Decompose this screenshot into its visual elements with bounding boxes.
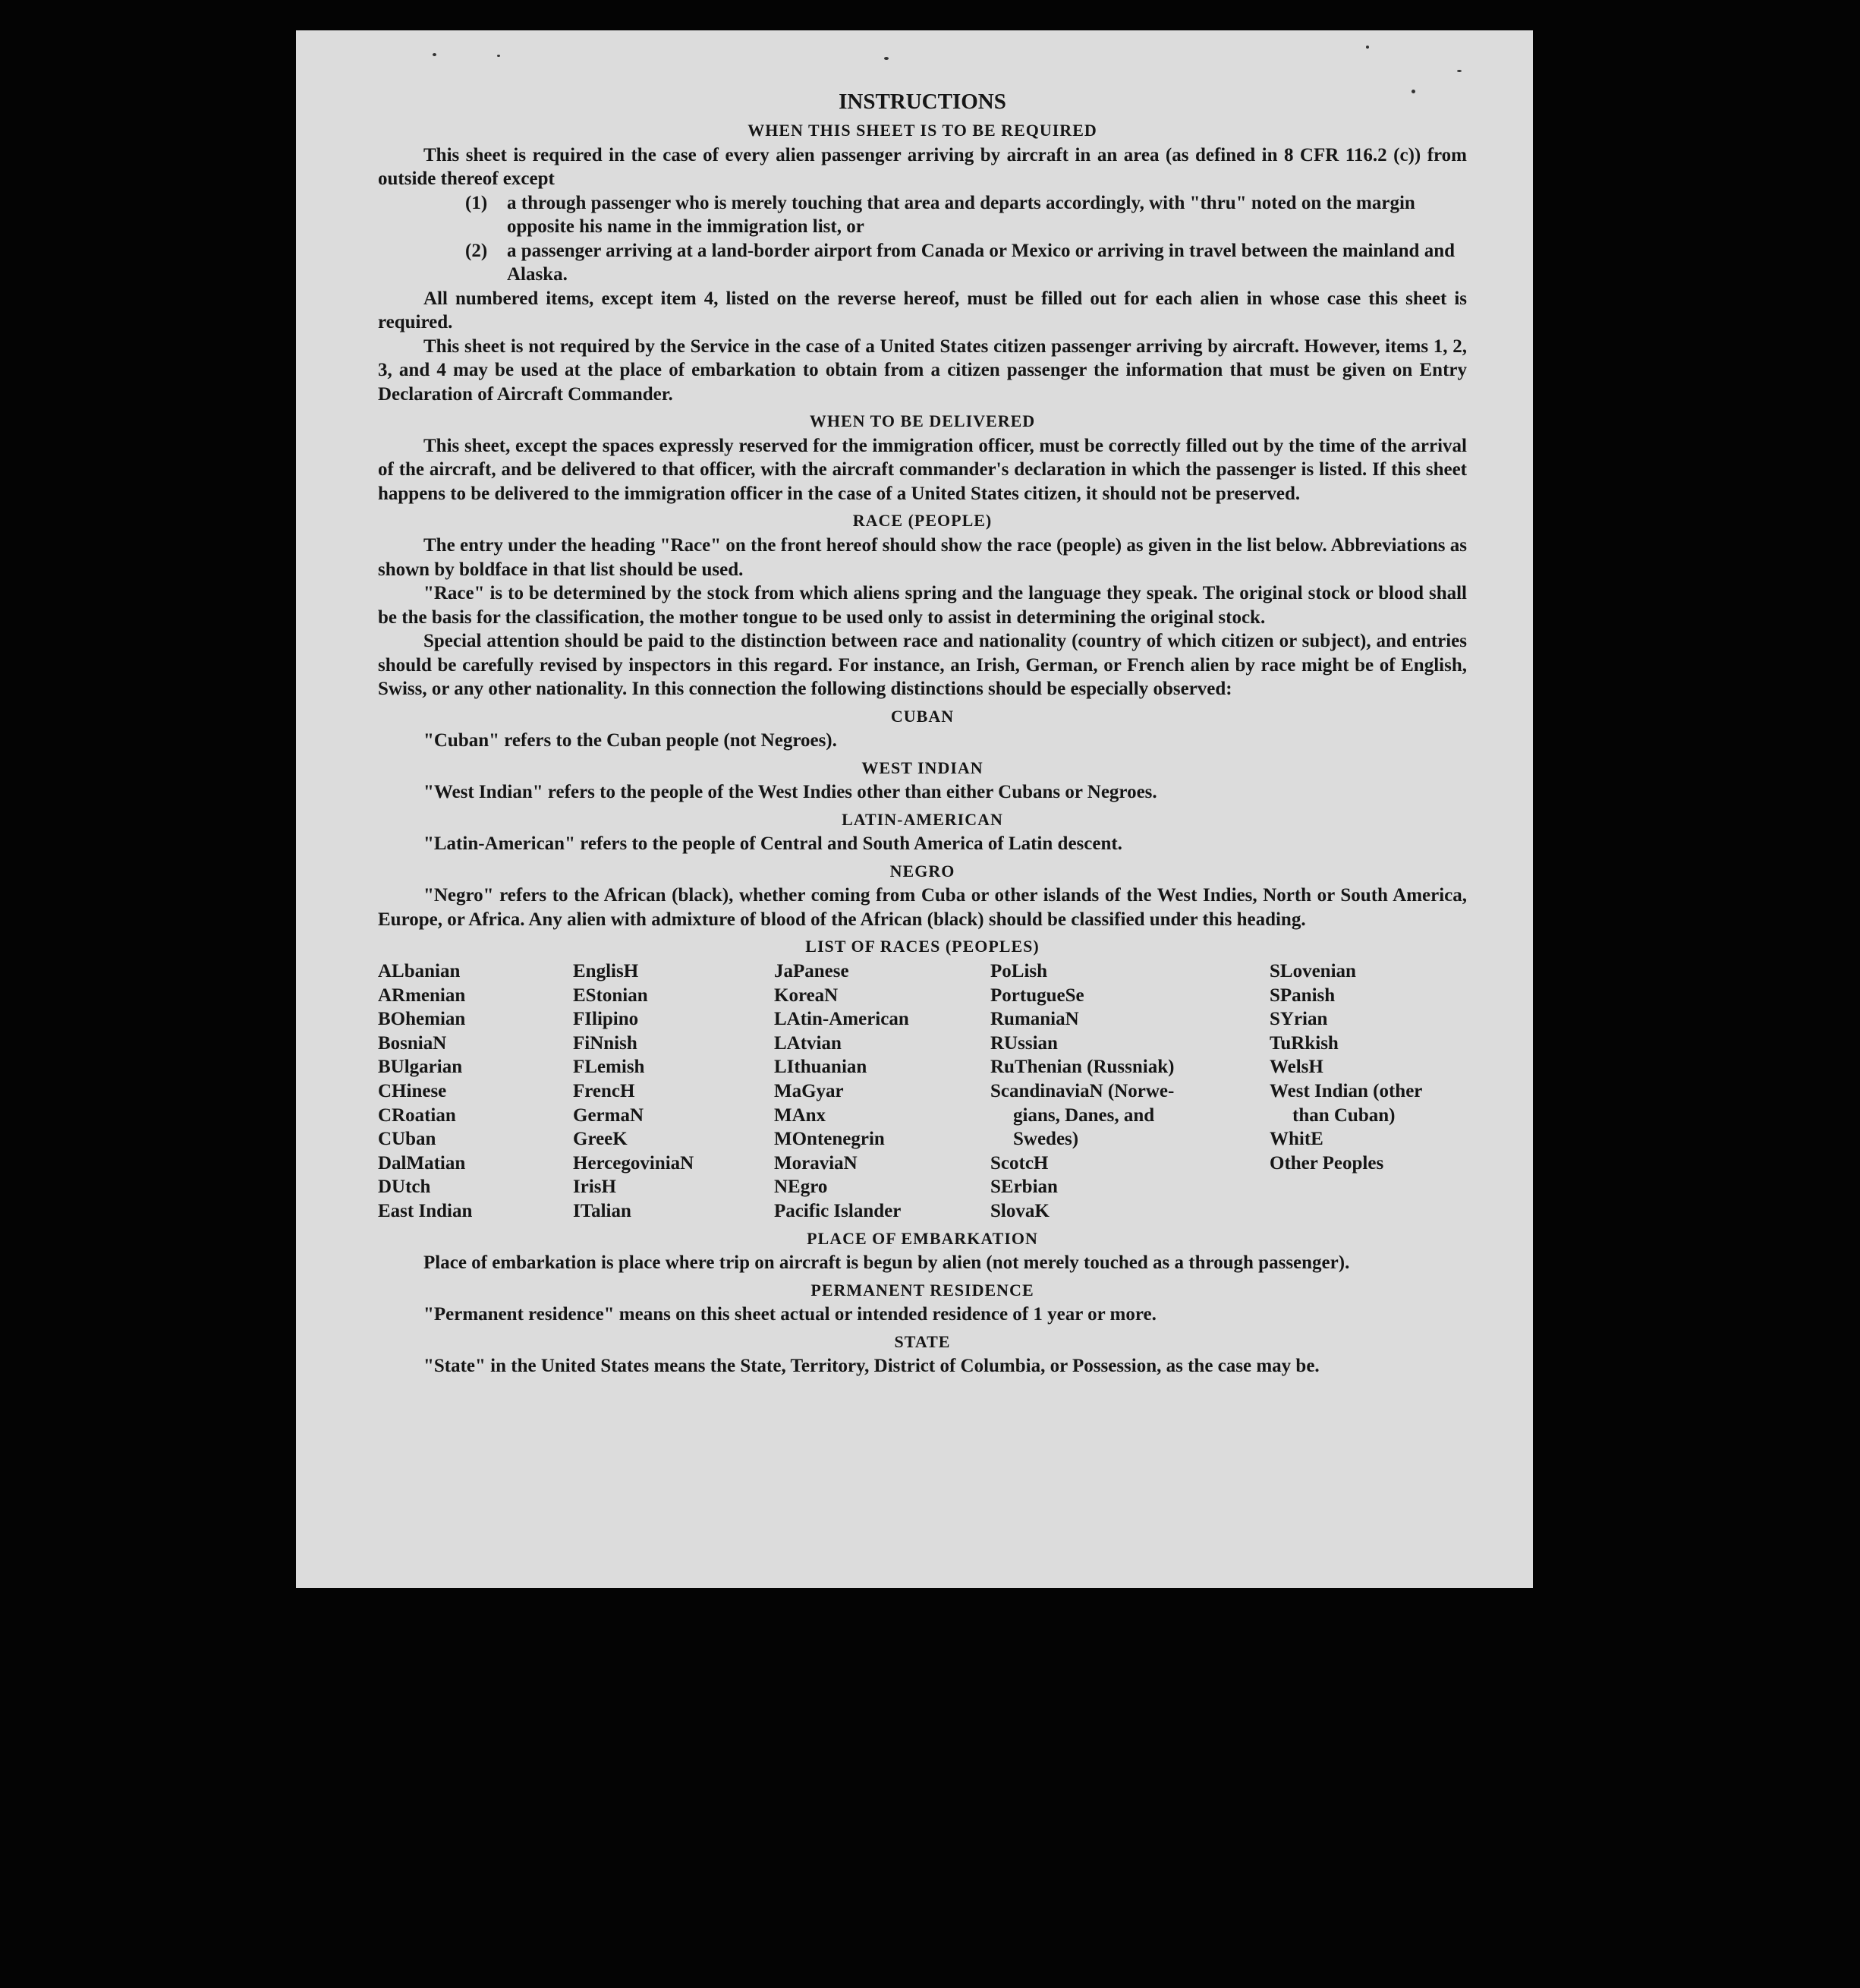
embarkation-text: Place of embarkation is place where trip on aircraft is begun by alien (not merely touched as a through passenger). <box>423 1252 1350 1274</box>
residence-text: "Permanent residence" means on this sheet actual or intended residence of 1 year or more. <box>423 1304 1157 1325</box>
race-entry: CHinese <box>378 1080 447 1101</box>
race-entry: IrisH <box>573 1177 616 1198</box>
race-entry: DalMatian <box>378 1152 466 1174</box>
race-entry: ITalian <box>573 1200 631 1221</box>
race-entry: JaPanese <box>774 961 849 981</box>
race-entry: DUtch <box>378 1177 431 1198</box>
section-heading-race: RACE (PEOPLE) <box>852 511 993 531</box>
race-column <box>378 959 573 1224</box>
race-entry: MAnx <box>774 1104 826 1126</box>
race-entry: LAtvian <box>774 1032 842 1054</box>
race-entry: HercegoviniaN <box>573 1152 694 1174</box>
race-entry: SYrian <box>1270 1009 1328 1030</box>
race-entry: BosniaN <box>378 1032 447 1054</box>
section-heading-latin-american: LATIN-AMERICAN <box>842 809 1003 829</box>
race-entry: CRoatian <box>378 1104 456 1126</box>
race-entry: Other Peoples <box>1270 1152 1384 1174</box>
section-heading-delivered: WHEN TO BE DELIVERED <box>809 411 1036 431</box>
race-entry: KoreaN <box>774 985 839 1006</box>
race-entry: FLemish <box>573 1057 645 1078</box>
race-entry: FIlipino <box>573 1009 639 1030</box>
race-entry: ScotcH <box>990 1152 1049 1174</box>
race-entry: ScandinaviaN (Norwe- <box>990 1080 1175 1101</box>
required-intro: This sheet is required in the case of every alien passenger arriving by aircraft in an area (as defined in 8 CFR 116.2 (c)) from outside thereof except <box>378 144 1467 190</box>
race-entry: RUssian <box>990 1032 1058 1054</box>
race-entry: gians, Danes, and <box>1013 1104 1155 1126</box>
race-entry: Swedes) <box>1013 1129 1079 1150</box>
exception-item <box>465 191 1467 239</box>
item-text: a through passenger who is merely touching that area and departs accordingly, with "thru" noted on the margin opposite his name in the immigration list, or <box>507 192 1415 238</box>
document-content <box>378 88 1467 1378</box>
race-entry: LAtin-American <box>774 1009 909 1030</box>
race-entry: East Indian <box>378 1200 473 1221</box>
exception-item <box>465 239 1467 287</box>
race-entry: CUban <box>378 1129 436 1150</box>
section-heading-negro: NEGRO <box>889 861 955 881</box>
item-text: a passenger arriving at a land-border airport from Canada or Mexico or arriving in travel between the mainland and Alaska. <box>507 240 1456 285</box>
race-column <box>1270 959 1467 1224</box>
race-entry: GreeK <box>573 1129 628 1150</box>
race-entry: TuRkish <box>1270 1032 1339 1054</box>
race-entry: than Cuban) <box>1292 1104 1396 1126</box>
document-title: INSTRUCTIONS <box>839 90 1006 114</box>
race-entry: PoLish <box>990 961 1048 981</box>
west-indian-text: "West Indian" refers to the people of the West Indies other than either Cubans or Negroes. <box>423 782 1157 803</box>
race-column <box>990 959 1270 1224</box>
race-entry: WhitE <box>1270 1129 1323 1150</box>
race-column <box>573 959 774 1224</box>
race-column <box>774 959 990 1224</box>
item-number: (2) <box>465 240 488 261</box>
race-entry: MaGyar <box>774 1080 844 1101</box>
race-para-3: Special attention should be paid to the distinction between race and nationality (country of which citizen or subject), and entries should be carefully revised by inspectors in this regard. For instance, an Irish, German, or French alien by race might be of English, Swiss, or any other nationality. In this connection the following distinctions should be especially observed: <box>378 631 1467 700</box>
section-heading-west-indian: WEST INDIAN <box>861 758 984 777</box>
state-text: "State" in the United States means the State, Territory, District of Columbia, or Possession, as the case may be. <box>423 1356 1320 1377</box>
race-entry: GermaN <box>573 1104 644 1126</box>
race-entry: FrencH <box>573 1080 635 1101</box>
required-para-2: All numbered items, except item 4, listed on the reverse hereof, must be filled out for each alien in whose case this sheet is required. <box>378 288 1467 333</box>
race-entry: BUlgarian <box>378 1057 463 1078</box>
section-heading-embarkation: PLACE OF EMBARKATION <box>807 1228 1038 1248</box>
race-entry: FiNnish <box>573 1032 637 1054</box>
race-entry: RuThenian (Russniak) <box>990 1057 1175 1078</box>
section-heading-residence: PERMANENT RESIDENCE <box>810 1280 1034 1300</box>
race-list <box>378 959 1467 1224</box>
cuban-text: "Cuban" refers to the Cuban people (not Negroes). <box>423 730 837 751</box>
race-entry: PortugueSe <box>990 985 1084 1006</box>
race-entry: MOntenegrin <box>774 1129 885 1150</box>
race-entry: EnglisH <box>573 961 639 981</box>
document-page <box>296 30 1533 1588</box>
negro-text: "Negro" refers to the African (black), whether coming from Cuba or other islands of the West Indies, North or South America, Europe, or Africa. Any alien with admixture of blood of the African (black) should be classified under this heading. <box>378 885 1467 930</box>
race-entry: LIthuanian <box>774 1057 867 1078</box>
section-heading-cuban: CUBAN <box>890 706 955 726</box>
race-entry: SErbian <box>990 1177 1058 1198</box>
item-number: (1) <box>465 192 488 213</box>
section-heading-state: STATE <box>894 1331 951 1351</box>
section-heading-race-list: LIST OF RACES (PEOPLES) <box>805 937 1040 956</box>
required-para-3: This sheet is not required by the Service in the case of a United States citizen passenger arriving by aircraft. However, items 1, 2, 3, and 4 may be used at the place of embarkation to obtain from a citizen passenger the information that must be given on Entry Declaration of Aircraft Commander. <box>378 336 1467 405</box>
latin-american-text: "Latin-American" refers to the people of Central and South America of Latin descent. <box>423 833 1122 855</box>
race-entry: ARmenian <box>378 985 466 1006</box>
race-entry: RumaniaN <box>990 1009 1079 1030</box>
race-entry: WelsH <box>1270 1057 1323 1078</box>
race-entry: West Indian (other <box>1270 1080 1423 1101</box>
race-entry: SLovenian <box>1270 961 1356 981</box>
race-entry: EStonian <box>573 985 648 1006</box>
race-para-1: The entry under the heading "Race" on the front hereof should show the race (people) as given in the list below. Abbreviations as shown by boldface in that list should be used. <box>378 535 1467 580</box>
race-entry: Pacific Islander <box>774 1200 902 1221</box>
section-heading-required: WHEN THIS SHEET IS TO BE REQUIRED <box>747 121 1097 140</box>
race-entry: SPanish <box>1270 985 1336 1006</box>
race-para-2: "Race" is to be determined by the stock from which aliens spring and the language they speak. The original stock or blood shall be the basis for the classification, the mother tongue to be used only to assist in determining the original stock. <box>378 583 1467 628</box>
race-entry: MoraviaN <box>774 1152 858 1174</box>
race-entry: SlovaK <box>990 1200 1050 1221</box>
race-entry: ALbanian <box>378 961 461 981</box>
race-entry: NEgro <box>774 1177 828 1198</box>
race-entry: BOhemian <box>378 1009 466 1030</box>
delivered-text: This sheet, except the spaces expressly reserved for the immigration officer, must be correctly filled out by the time of the arrival of the aircraft, and be delivered to that officer, with the aircraft commander's declaration in which the passenger is listed. If this sheet happens to be delivered to the immigration officer in the case of a United States citizen, it should not be preserved. <box>378 435 1467 504</box>
